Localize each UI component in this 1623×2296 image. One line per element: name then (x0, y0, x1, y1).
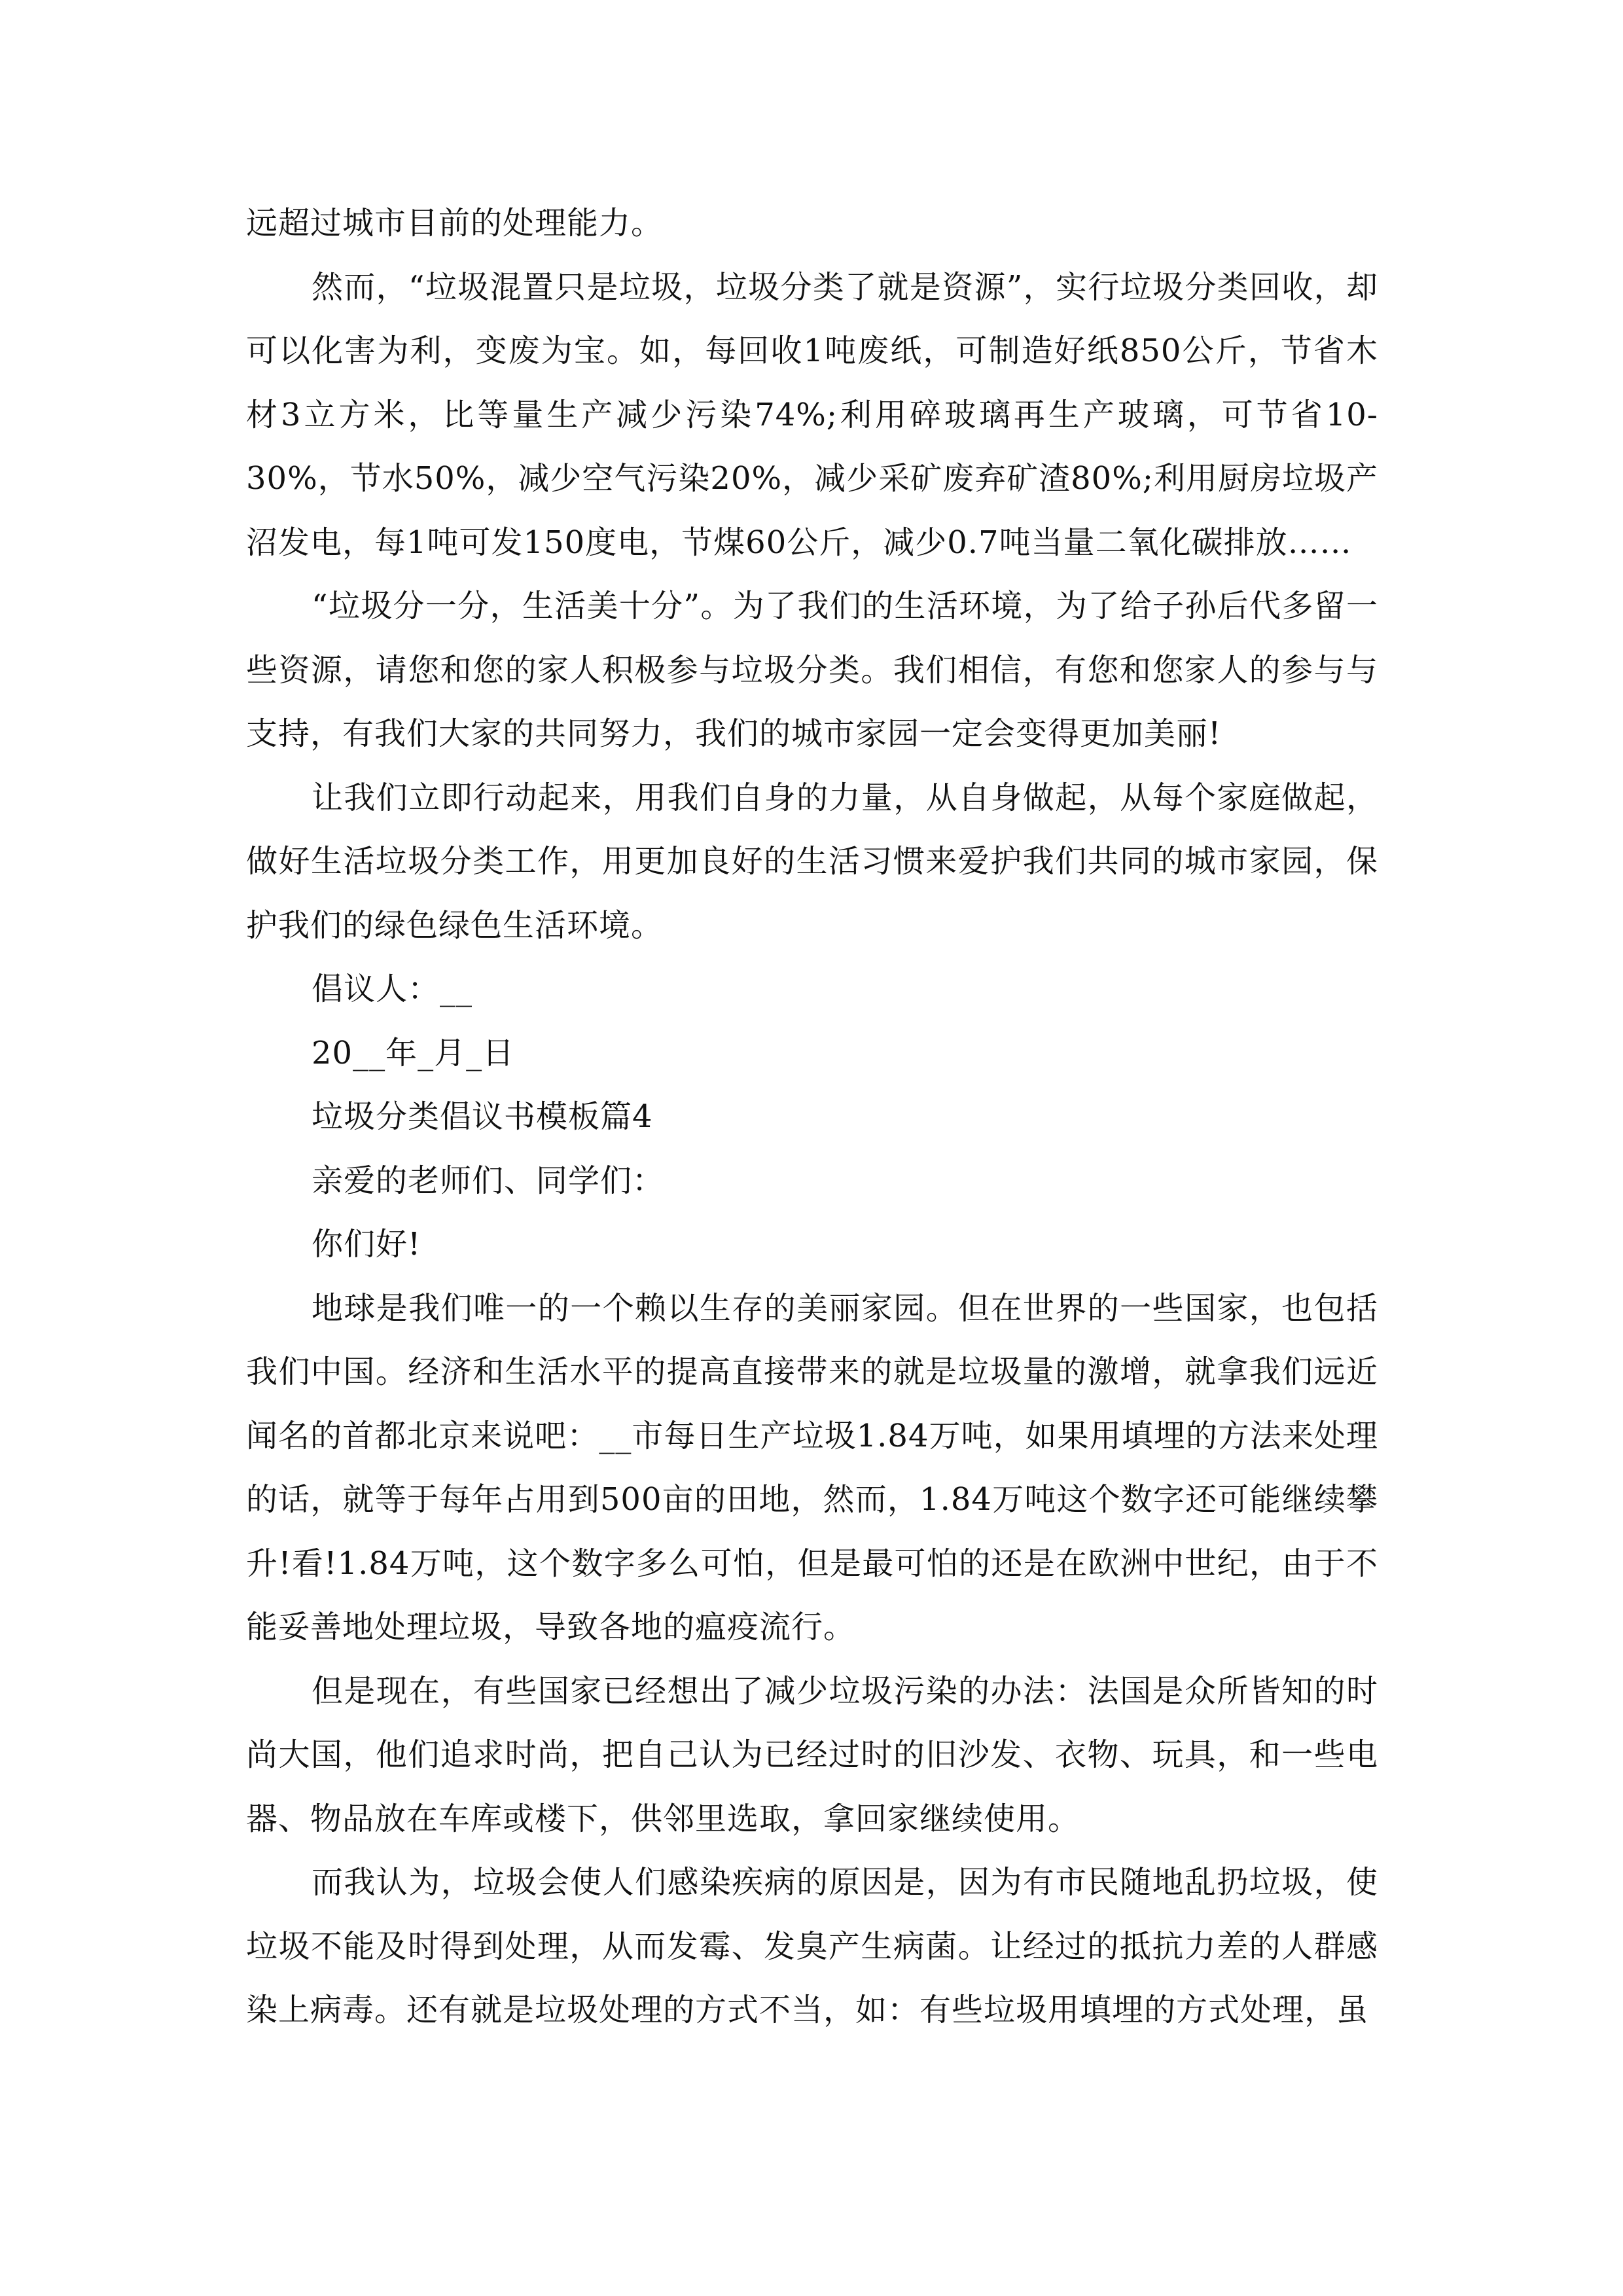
paragraph-call-to-action: 让我们立即行动起来，用我们自身的力量，从自身做起，从每个家庭做起，做好生活垃圾分类工作，用更加良好的生活习惯来爱护我们共同的城市家园，保护我们的绿色绿色生活环境。 (246, 779, 1378, 944)
paragraph-disease-cause: 而我认为，垃圾会使人们感染疾病的原因是，因为有市民随地乱扔垃圾，使垃圾不能及时得到处理，从而发霉、发臭产生病菌。让经过的抵抗力差的人群感染上病毒。还有就是垃圾处理的方式不当，如：有些垃圾用填埋的方式处理，虽 (246, 1864, 1378, 2028)
greeting: 你们好! (312, 1226, 421, 1263)
salutation: 亲爱的老师们、同学们： (312, 1162, 665, 1199)
paragraph-france-example: 但是现在，有些国家已经想出了减少垃圾污染的办法：法国是众所皆知的时尚大国，他们追求时尚，把自己认为已经过时的旧沙发、衣物、玩具，和一些电器、物品放在车库或楼下，供邻里选取，拿回家继续使用。 (246, 1672, 1378, 1837)
document-body (246, 192, 1378, 2043)
paragraph-recycling-benefits: 然而，“垃圾混置只是垃圾，垃圾分类了就是资源”，实行垃圾分类回收，却可以化害为利，变废为宝。如，每回收1吨废纸，可制造好纸850公斤，节省木材3立方米，比等量生产减少污染74%;利用碎玻璃再生产玻璃，可节省10-30%，节水50%，减少空气污染20%，减少采矿废弃矿渣80%;利用厨房垃圾产沼发电，每1吨可发150度电，节煤60公斤，减少0.7吨当量二氧化碳排放…… (246, 268, 1378, 561)
section-title: 垃圾分类倡议书模板篇4 (312, 1098, 653, 1135)
paragraph-slogan: “垃圾分一分，生活美十分”。为了我们的生活环境，为了给子孙后代多留一些资源，请您和您的家人积极参与垃圾分类。我们相信，有您和您家人的参与与支持，有我们大家的共同努力，我们的城市家园一定会变得更加美丽! (246, 588, 1378, 752)
paragraph-earth-home: 地球是我们唯一的一个赖以生存的美丽家园。但在世界的一些国家，也包括我们中国。经济和生活水平的提高直接带来的就是垃圾量的激增，就拿我们远近闻名的首都北京来说吧：__市每日生产垃圾1.84万吨，如果用填埋的方法来处理的话，就等于每年占用到500亩的田地，然而，1.84万吨这个数字还可能继续攀升!看!1.84万吨，这个数字多么可怕，但是最可怕的还是在欧洲中世纪，由于不能妥善地处理垃圾，导致各地的瘟疫流行。 (246, 1289, 1378, 1645)
signature-date: 20__年_月_日 (312, 1034, 515, 1071)
paragraph-continuation: 远超过城市目前的处理能力。 (246, 205, 664, 242)
signature-initiator: 倡议人：__ (312, 971, 473, 1007)
